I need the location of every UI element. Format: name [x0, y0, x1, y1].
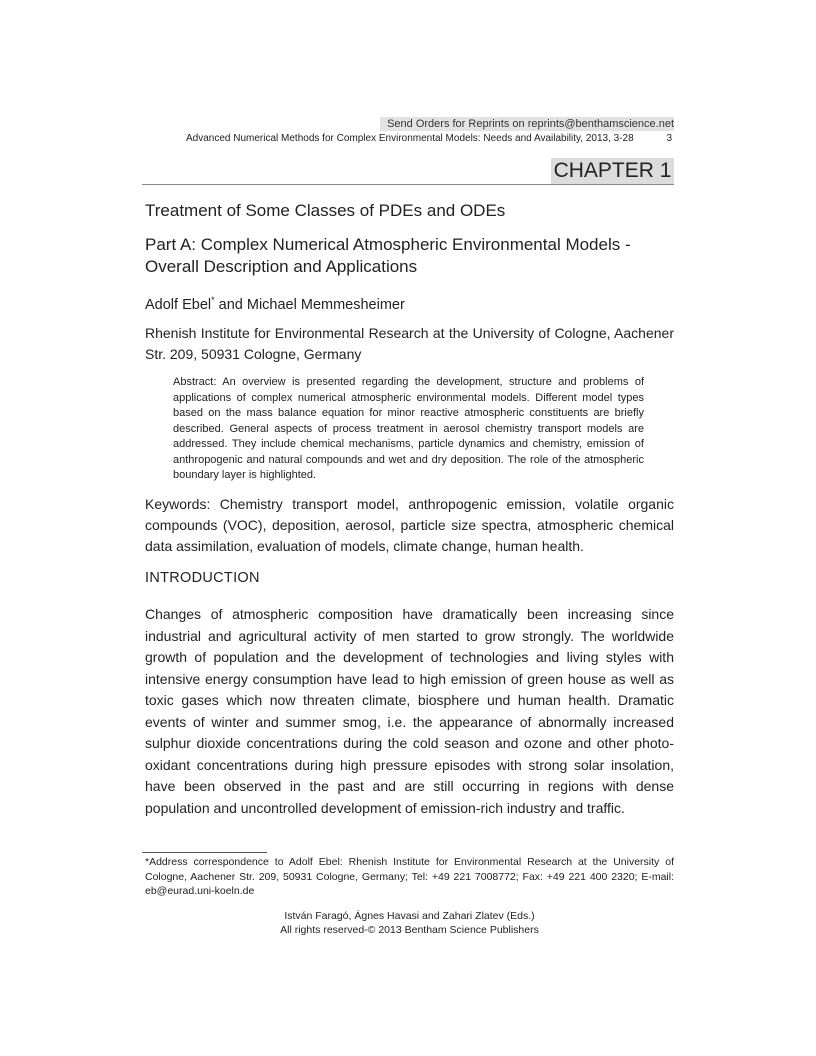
keywords — [145, 494, 674, 557]
reprint-notice-text: Send Orders for Reprints on reprints@benthamscience.net — [387, 118, 674, 130]
chapter-label: CHAPTER 1 — [551, 158, 674, 184]
footnote-rule — [142, 852, 267, 853]
other-authors: and Michael Memmesheimer — [214, 297, 405, 313]
book-credits — [145, 909, 674, 937]
affiliation: Rhenish Institute for Environmental Research at the University of Cologne, Aachener Str. 209, 50931 Cologne, Germany — [145, 325, 674, 362]
chapter-subtitle: Part A: Complex Numerical Atmospheric Environmental Models - Overall Description and Applications — [145, 235, 631, 276]
reprint-notice — [380, 117, 674, 131]
abstract — [173, 375, 644, 484]
author-line — [145, 290, 405, 315]
footnote-text: Rhenish Institute for Environmental Research at the University of Cologne, Aachener Str. 209, 50931 Cologne, Germany; Tel: +49 221 7008772; Fax: +49 221 400 2320; E-mail: eb@eurad.uni-koeln.de — [145, 856, 674, 897]
header-rule — [142, 184, 674, 185]
copyright-line: All rights reserved-© 2013 Bentham Science Publishers — [280, 924, 539, 936]
section-heading: INTRODUCTION — [145, 570, 260, 586]
chapter-title: Treatment of Some Classes of PDEs and ODEs — [145, 201, 506, 220]
abstract-label: Abstract: — [173, 376, 217, 388]
footnote-lead: *Address correspondence to Adolf Ebel: — [145, 856, 343, 868]
keywords-label: Keywords: — [145, 496, 211, 512]
editors-line: István Faragó, Ágnes Havasi and Zahari Zlatev (Eds.) — [284, 910, 535, 922]
intro-paragraph: Changes of atmospheric composition have dramatically been increasing since industrial and agricultural activity of men started to grow strongly. The worldwide growth of population and the development of technologies and living styles with intensive energy consumption have lead to high emission of green house as well as toxic gases which now threaten climate, biosphere und human health. Dramatic events of winter and summer smog, i.e. the appearance of abnormally increased sulphur dioxide concentrations during the cold season and ozone and other photo-oxidant concentrations during high pressure episodes with strong solar insolation, have been observed in the past and are still occurring in regions with dense population and uncontrolled development of emission-rich industry and traffic. — [145, 606, 674, 816]
page-number: 3 — [666, 133, 672, 144]
running-title: Advanced Numerical Methods for Complex Environmental Models: Needs and Availability, 2013, 3-28 — [186, 133, 634, 144]
abstract-text: An overview is presented regarding the development, structure and problems of applications of complex numerical atmospheric environmental models. Different model types based on the mass balance equation for minor reactive atmospheric constituents are briefly described. General aspects of process treatment in aerosol chemistry transport models are addressed. They include chemical mechanisms, particle dynamics and chemistry, emission of anthropogenic and natural compounds and wet and dry deposition. The role of the atmospheric boundary layer is highlighted. — [173, 376, 644, 481]
footnote — [145, 855, 674, 899]
keywords-text: Chemistry transport model, anthropogenic emission, volatile organic compounds (VOC), deposition, aerosol, particle size spectra, atmospheric chemical data assimilation, evaluation of models, climate change, human health. — [145, 496, 674, 554]
running-header — [186, 132, 674, 146]
first-author: Adolf Ebel — [145, 297, 212, 313]
correspondence-marker: * — [211, 295, 215, 305]
